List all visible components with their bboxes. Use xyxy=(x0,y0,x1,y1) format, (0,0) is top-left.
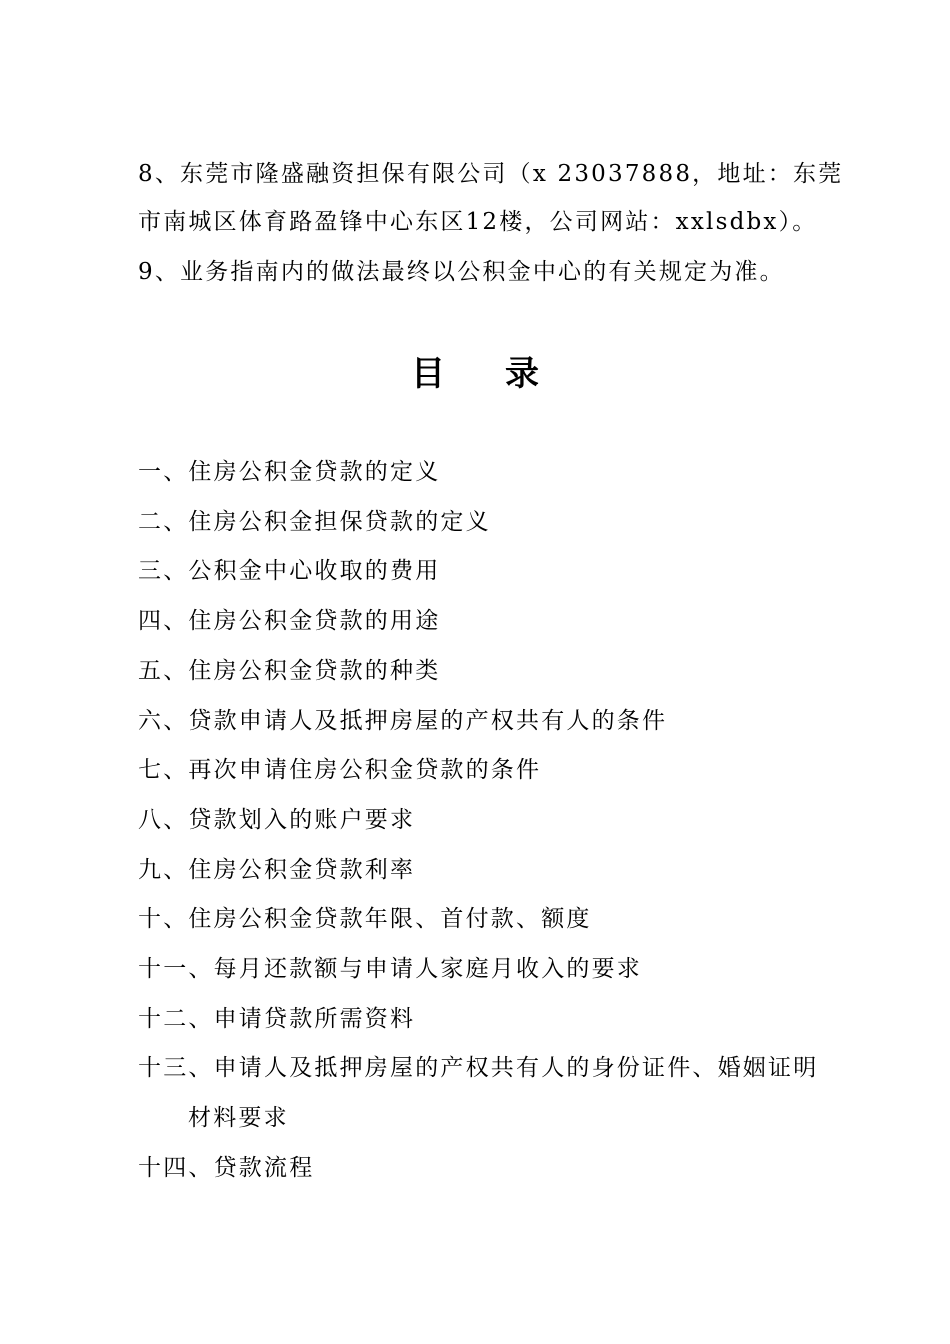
toc-item-8: 八、贷款划入的账户要求 xyxy=(138,806,416,833)
toc-item-14: 十四、贷款流程 xyxy=(138,1154,315,1181)
toc-item-13-text: 十三、申请人及抵押房屋的产权共有人的身份证件、婚姻证明 xyxy=(138,1055,819,1082)
note-item-9 xyxy=(138,248,818,296)
toc-item-5: 五、住房公积金贷款的种类 xyxy=(138,657,441,684)
toc-item-13-continuation: 材料要求 xyxy=(188,1105,289,1132)
title-char-2: 录 xyxy=(505,354,539,394)
note-item-8-line-2: 市南城区体育路盈锋中心东区12楼，公司网站：xxlsdbx）。 xyxy=(138,209,818,235)
toc-item-3: 三、公积金中心收取的费用 xyxy=(138,558,441,585)
table-of-contents-title xyxy=(0,348,950,400)
toc-item-6: 六、贷款申请人及抵押房屋的产权共有人的条件 xyxy=(138,707,668,734)
toc-item-2: 二、住房公积金担保贷款的定义 xyxy=(138,508,491,535)
note-item-9-line-1: 9、业务指南内的做法最终以公积金中心的有关规定为准。 xyxy=(138,259,785,285)
toc-item-1: 一、住房公积金贷款的定义 xyxy=(138,459,441,485)
toc-item-9: 九、住房公积金贷款利率 xyxy=(138,856,416,883)
note-item-8-line-1: 8、东莞市隆盛融资担保有限公司（x 23037888，地址：东莞 xyxy=(138,161,844,187)
toc-item-4: 四、住房公积金贷款的用途 xyxy=(138,608,441,635)
note-item-8 xyxy=(138,150,844,246)
toc-item-7: 七、再次申请住房公积金贷款的条件 xyxy=(138,757,542,784)
table-of-contents xyxy=(138,448,828,1194)
toc-item-10: 十、住房公积金贷款年限、首付款、额度 xyxy=(138,906,592,933)
toc-item-13 xyxy=(138,1044,828,1143)
toc-item-11: 十一、每月还款额与申请人家庭月收入的要求 xyxy=(138,956,642,983)
toc-item-12: 十二、申请贷款所需资料 xyxy=(138,1005,416,1032)
title-char-1: 目 xyxy=(411,354,445,394)
